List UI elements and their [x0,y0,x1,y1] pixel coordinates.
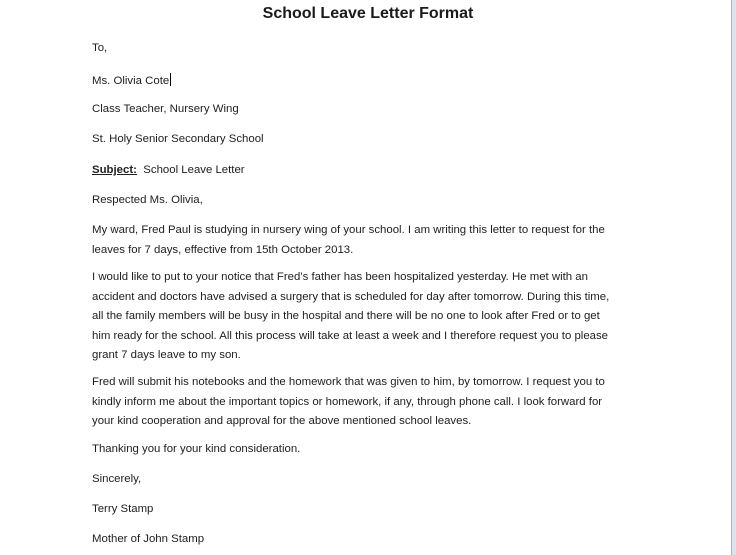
paragraph-line: accident and doctors have advised a surgery that is scheduled for day after tomorrow. During this time, [92,290,610,303]
paragraph-line: leaves for 7 days, effective from 15th October 2013. [92,243,354,256]
paragraph-line: Fred will submit his notebooks and the homework that was given to him, by tomorrow. I request you to [92,376,605,388]
paragraph-line: kindly inform me about the important topics or homework, if any, through phone call. I look forward for [92,395,603,408]
subject-line [92,164,245,176]
salutation: Respected Ms. Olivia, [92,194,203,206]
paragraph-line: your kind cooperation and approval for the above mentioned school leaves. [92,415,472,427]
paragraph-line: him ready for the school. All this process will take at least a week and I therefore request you to please [92,329,609,342]
address-to: To, [92,42,108,54]
recipient-position: Class Teacher, Nursery Wing [92,103,239,115]
window-edge [732,0,736,555]
recipient-name-line [92,73,171,87]
closing: Sincerely, [92,473,142,485]
paragraph-line: grant 7 days leave to my son. [92,349,241,361]
paragraph-line: My ward, Fred Paul is studying in nursery wing of your school. I am writing this letter to request for the [92,224,605,236]
recipient-name: Ms. Olivia Cote [92,75,170,87]
sender-name: Terry Stamp [92,503,154,515]
paragraph-line: all the family members will be busy in the hospital and there will be no one to look after Fred or to get [92,310,600,322]
thanks-line: Thanking you for your kind consideration. [92,443,301,455]
school-name: St. Holy Senior Secondary School [92,133,264,145]
paragraph-1 [92,221,652,260]
paragraph-3 [92,373,652,432]
sender-relation: Mother of John Stamp [92,533,205,545]
document-title: School Leave Letter Format [262,5,474,22]
paragraph-2 [92,268,652,366]
subject-text: School Leave Letter [143,164,245,176]
paragraph-line: I would like to put to your notice that Fred’s father has been hospitalized yesterday. He met with an [92,271,588,283]
subject-label: Subject: [92,164,137,176]
text-cursor [170,73,171,86]
